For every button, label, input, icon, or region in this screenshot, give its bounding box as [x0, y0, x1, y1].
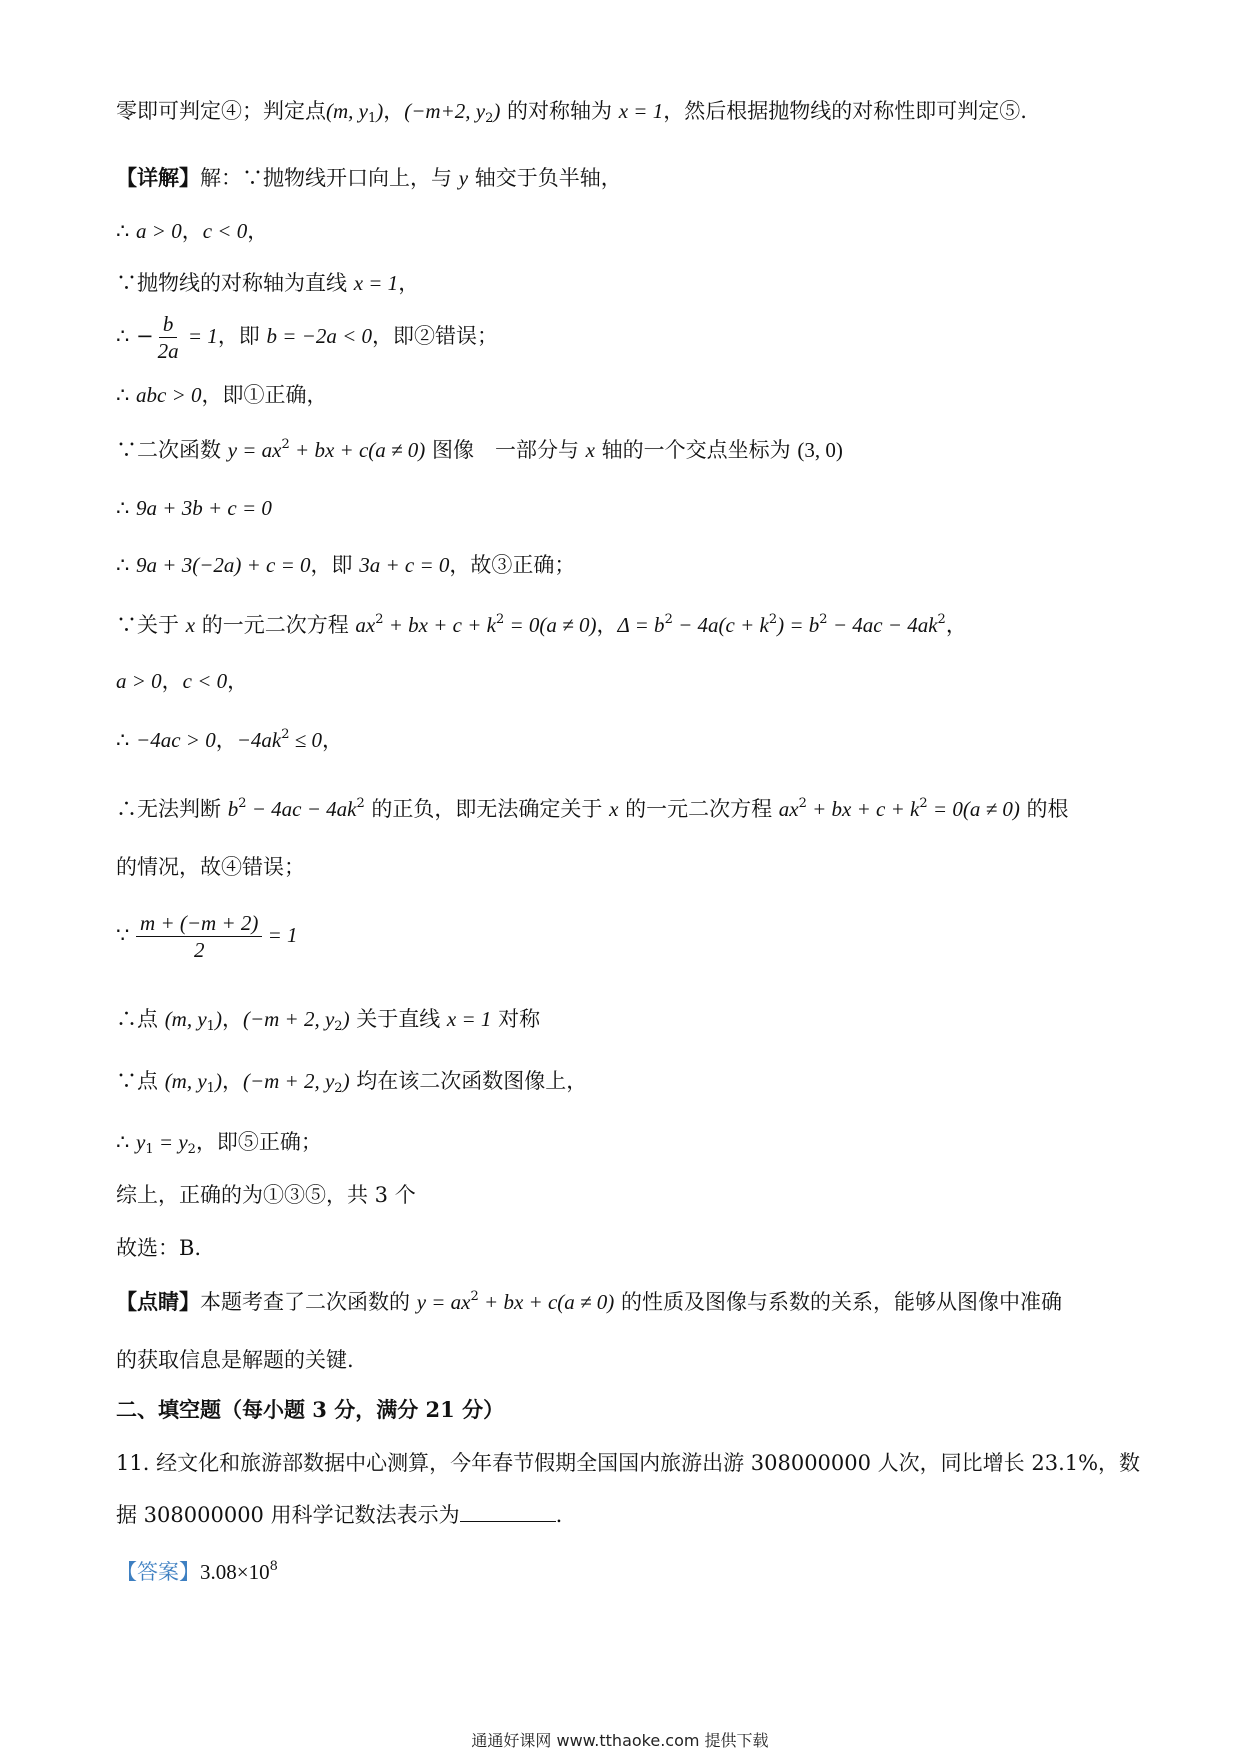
text-line-7: ∵二次函数 $y = ax^2$ + bx + c(a ≠ 0) 图像 一部分与 x 轴的一个交点坐标为 (3, 0) — [116, 437, 843, 462]
text-line-18: ∴ $y_1 = y_2$，即⑤正确； — [116, 1130, 322, 1157]
fraction: $\frac{m + (-m + 2)}{2}$ — [136, 910, 262, 963]
question-11-line-2: 据 308000000 用科学记数法表示为 . — [116, 1503, 563, 1527]
fraction: $\frac{b}{2a}$ — [157, 312, 179, 363]
text-line-6: ∴ abc > 0，即①正确， — [116, 383, 328, 407]
text-line-5: ∴ − $\frac{b}{2a}$ = 1，即 b = −2a < 0，即②错误； — [116, 312, 499, 363]
answer-blank — [460, 1501, 556, 1522]
answer-tag: 【答案】 — [116, 1560, 200, 1584]
text-line-17: ∵点 (m, $y_1$)，(−m + 2, $y_2$) 均在该二次函数图像上， — [116, 1069, 588, 1096]
text-line-19: 综上，正确的为①③⑤，共 3 个 — [116, 1183, 416, 1207]
text-line-4: ∵抛物线的对称轴为直线 x = 1， — [116, 271, 420, 295]
page-footer: 通通好课网 www.tthaoke.com 提供下载 — [471, 1731, 769, 1750]
text-line-2: 【详解】解：∵抛物线开口向上，与 y 轴交于负半轴， — [116, 165, 622, 190]
question-11-line-1: 11. 经文化和旅游部数据中心测算，今年春节假期全国国内旅游出游 308000000 人次，同比增长 23.1%，数 — [116, 1451, 1141, 1475]
text-line-12: ∴ −4ac > 0，$-4ak^2 \le 0$， — [116, 727, 344, 752]
text-line-10: ∵关于 x 的一元二次方程 $ax^2$ + bx + $c + k^2 = 0(a \ne 0)$，$\Delta = b^2 - 4a(c + k^2) = b^2 - 4ac - 4ak^2$， — [116, 612, 967, 637]
text-line-8: ∴ 9a + 3b + c = 0 — [116, 496, 272, 520]
text-line-15: ∵ $\frac{m + (-m + 2)}{2}$ = 1 — [116, 911, 298, 962]
text-line-22: 的获取信息是解题的关键. — [116, 1348, 354, 1372]
text-line-9: ∴ 9a + 3(−2a) + c = 0，即 3a + c = 0，故③正确； — [116, 553, 576, 577]
text-line-13: ∴无法判断 $b^2 - 4ac - 4ak^2$ 的正负，即无法确定关于 x 的一元二次方程 $ax^2$ + bx + $c + k^2 = 0(a \ne 0)$ 的根 — [116, 796, 1069, 821]
text-line-16: ∴点 (m, $y_1$)，(−m + 2, $y_2$) 关于直线 x = 1 对称 — [116, 1007, 541, 1034]
section-heading: 二、填空题（每小题 3 分，满分 21 分） — [116, 1397, 505, 1422]
answer-line: 【答案】$3.08\times 10^8$ — [116, 1559, 278, 1584]
detail-tag: 【详解】 — [116, 165, 200, 190]
text-line-14: 的情况，故④错误； — [116, 855, 305, 879]
text-line-21: 【点睛】本题考查了二次函数的 $y = ax^2$ + bx + c(a ≠ 0) 的性质及图像与系数的关系，能够从图像中准确 — [116, 1289, 1062, 1314]
text-line-20: 故选：B. — [116, 1236, 202, 1260]
text-line-1: 零即可判定④；判定点(m, $y_1$)，(−m+2, $y_2$) 的对称轴为 x = 1，然后根据抛物线的对称性即可判定⑤. — [116, 99, 1027, 126]
insight-tag: 【点睛】 — [116, 1289, 200, 1314]
text-line-11: a > 0，c < 0， — [116, 669, 249, 693]
text-line-3: ∴ a > 0，c < 0， — [116, 219, 269, 243]
